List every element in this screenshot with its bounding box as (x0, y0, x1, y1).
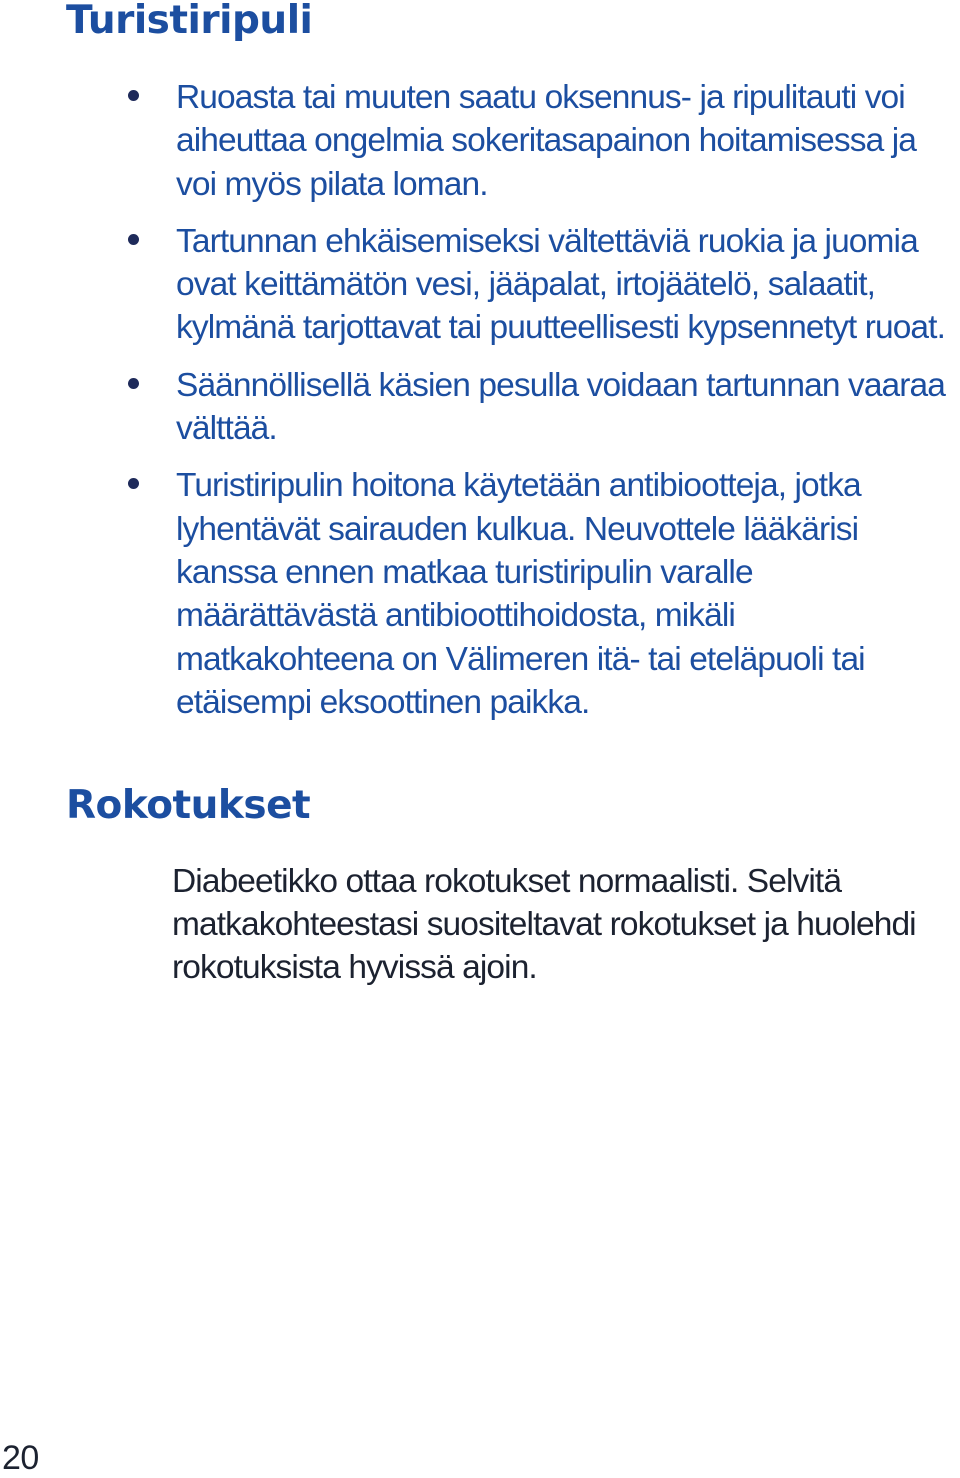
section-title-rokotukset: Rokotukset (66, 783, 311, 828)
bullet-list (126, 76, 956, 738)
list-item-text: Tartunnan ehkäisemiseksi vältettäviä ruokia ja juomia ovat keittämätön vesi, jääpalat, irtojäätelö, salaatit, kylmänä tarjottavat tai puutteellisesti kypsennetyt ruoat. (176, 222, 945, 347)
list-item (126, 464, 956, 724)
page-number: 20 (2, 1439, 39, 1477)
rokotukset-paragraph: Diabeetikko ottaa rokotukset normaalisti. Selvitä matkakohteestasi suositeltavat rokotukset ja huolehdi rokotuksista hyvissä ajoin. (172, 863, 916, 986)
bullet-icon (128, 90, 139, 101)
bullet-icon (128, 378, 139, 389)
list-item-text: Säännöllisellä käsien pesulla voidaan tartunnan vaaraa välttää. (176, 366, 945, 448)
bullet-icon (128, 478, 139, 489)
list-item (126, 220, 956, 350)
section-title-turistiripuli: Turistiripuli (66, 0, 313, 43)
list-item (126, 76, 956, 206)
bullet-icon (128, 234, 139, 245)
list-item-text: Turistiripulin hoitona käytetään antibiootteja, jotka lyhentävät sairauden kulkua. Neuvottele lääkärisi kanssa ennen matkaa turistiripulin varalle määrättävästä antibioottihoidosta, mikäli matkakohteena on Välimeren itä- tai eteläpuoli tai etäisempi eksoottinen paikka. (176, 467, 865, 721)
list-item (126, 364, 956, 451)
list-item-text: Ruoasta tai muuten saatu oksennus- ja ripulitauti voi aiheuttaa ongelmia sokeritasapainon hoitamisessa ja voi myös pilata loman. (176, 79, 916, 203)
